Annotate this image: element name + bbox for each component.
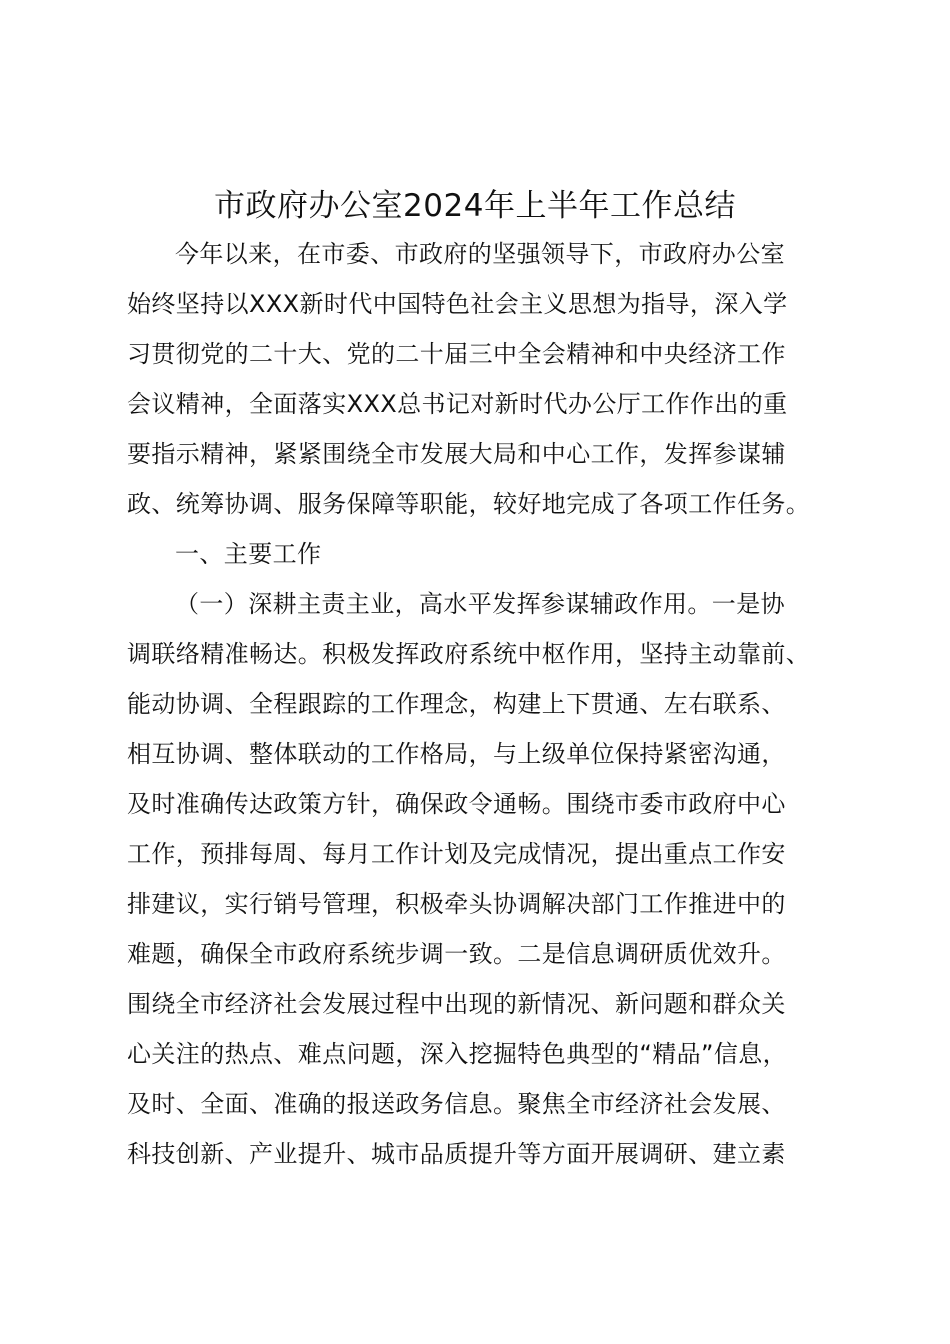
- paragraph-line: 会议精神，全面落实XXX总书记对新时代办公厅工作作出的重: [127, 390, 788, 418]
- paragraph-line: 难题，确保全市政府系统步调一致。二是信息调研质优效升。: [127, 940, 786, 968]
- paragraph-line: 心关注的热点、难点问题，深入挖掘特色典型的“精品”信息，: [127, 1040, 788, 1068]
- paragraph-line: 今年以来，在市委、市政府的坚强领导下，市政府办公室: [175, 240, 785, 268]
- section-heading: 一、主要工作: [175, 540, 322, 568]
- paragraph-line: 能动协调、全程跟踪的工作理念，构建上下贯通、左右联系、: [127, 690, 786, 718]
- paragraph-line: 要指示精神，紧紧围绕全市发展大局和中心工作，发挥参谋辅: [127, 440, 786, 468]
- paragraph-line: 科技创新、产业提升、城市品质提升等方面开展调研、建立素: [127, 1140, 786, 1168]
- paragraph-line: 调联络精准畅达。积极发挥政府系统中枢作用，坚持主动靠前、: [127, 640, 811, 668]
- document-title: 市政府办公室2024年上半年工作总结: [214, 188, 736, 224]
- paragraph-line: 相互协调、整体联动的工作格局，与上级单位保持紧密沟通，: [127, 740, 786, 768]
- paragraph-line: 及时、全面、准确的报送政务信息。聚焦全市经济社会发展、: [127, 1090, 786, 1118]
- paragraph-line: 排建议，实行销号管理，积极牵头协调解决部门工作推进中的: [127, 890, 786, 918]
- paragraph-line: 及时准确传达政策方针，确保政令通畅。围绕市委市政府中心: [127, 790, 786, 818]
- paragraph-line: 工作，预排每周、每月工作计划及完成情况，提出重点工作安: [127, 840, 786, 868]
- paragraph-line: 始终坚持以XXX新时代中国特色社会主义思想为指导，深入学: [127, 290, 788, 318]
- paragraph-line: 围绕全市经济社会发展过程中出现的新情况、新问题和群众关: [127, 990, 786, 1018]
- paragraph-line: （一）深耕主责主业，高水平发挥参谋辅政作用。一是协: [175, 590, 785, 618]
- paragraph-line: 政、统筹协调、服务保障等职能，较好地完成了各项工作任务。: [127, 490, 811, 518]
- paragraph-line: 习贯彻党的二十大、党的二十届三中全会精神和中央经济工作: [127, 340, 786, 368]
